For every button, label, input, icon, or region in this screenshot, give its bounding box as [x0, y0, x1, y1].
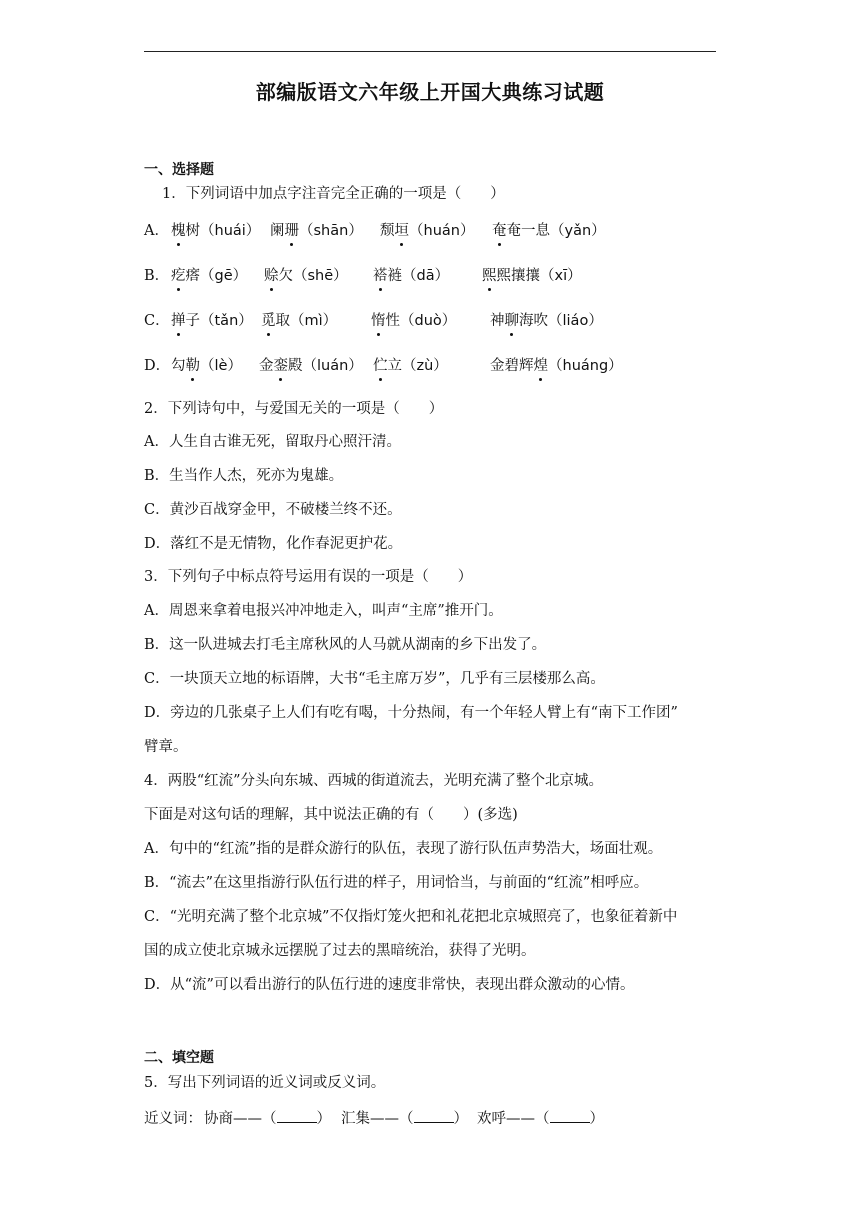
option-word: 颓垣（huán） [380, 223, 475, 239]
question-3-option-b: B．这一队进城去打毛主席秋风的人马就从湖南的乡下出发了。 [144, 637, 547, 653]
question-4-substem: 下面是对这句话的理解，其中说法正确的有（ ）(多选) [144, 807, 518, 823]
question-3-option-d: D．旁边的几张桌子上人们有吃有喝，十分热闹，有一个年轻人臂上有“南下工作团” [144, 705, 678, 721]
question-2-option-c: C．黄沙百战穿金甲，不破楼兰终不还。 [144, 502, 402, 518]
question-2-option-a: A．人生自古谁无死，留取丹心照汗清。 [144, 434, 401, 450]
question-5-stem: 5．写出下列词语的近义词或反义词。 [144, 1075, 386, 1091]
option-word: 赊欠（shē） [264, 268, 348, 284]
question-2-stem: 2．下列诗句中，与爱国无关的一项是（ ） [144, 401, 444, 417]
question-1-option-c [144, 311, 744, 331]
answer-blank[interactable] [414, 1122, 454, 1123]
question-4-option-c-continued: 国的成立使北京城永远摆脱了过去的黑暗统治，获得了光明。 [144, 943, 536, 959]
question-1-option-a [144, 221, 744, 241]
option-word: 掸子（tǎn） [171, 313, 253, 329]
option-word: 金碧辉煌（huáng） [490, 358, 623, 374]
header-rule [144, 51, 716, 52]
question-3-option-d-continued: 臂章。 [144, 739, 188, 755]
option-label: B． [144, 268, 170, 284]
synonym-item: 汇集——（ ） [341, 1111, 468, 1127]
question-4-option-d: D．从“流”可以看出游行的队伍行进的速度非常快，表现出群众激动的心情。 [144, 977, 635, 993]
question-1-stem: 1．下列词语中加点字注音完全正确的一项是（ ） [162, 186, 505, 202]
synonym-prefix: 近义词： [144, 1111, 202, 1127]
option-word: 伫立（zù） [373, 358, 448, 374]
question-4-option-a: A．句中的“红流”指的是群众游行的队伍，表现了游行队伍声势浩大，场面壮观。 [144, 841, 663, 857]
option-word: 疙瘩（gē） [171, 268, 248, 284]
option-word: 神聊海吹（liáo） [490, 313, 603, 329]
option-word: 阑珊（shān） [270, 223, 363, 239]
option-word: 勾勒（lè） [171, 358, 242, 374]
option-word: 槐树（huái） [171, 223, 261, 239]
question-5-synonyms [144, 1109, 744, 1129]
option-label: A． [144, 223, 169, 239]
option-word: 金銮殿（luán） [259, 358, 363, 374]
question-3-option-a: A．周恩来拿着电报兴冲冲地走入，叫声“主席”推开门。 [144, 603, 503, 619]
option-word: 奄奄一息（yǎn） [492, 223, 606, 239]
option-label: D． [144, 358, 171, 374]
question-1-option-b [144, 266, 744, 286]
question-4-stem: 4．两股“红流”分头向东城、西城的街道流去，光明充满了整个北京城。 [144, 773, 604, 789]
option-word: 觅取（mì） [261, 313, 338, 329]
synonym-item: 欢呼——（ ） [477, 1111, 604, 1127]
option-word: 惰性（duò） [371, 313, 457, 329]
section-heading-choice: 一、选择题 [144, 162, 214, 178]
option-label: C． [144, 313, 170, 329]
question-4-option-c: C．“光明充满了整个北京城”不仅指灯笼火把和礼花把北京城照亮了，也象征着新中 [144, 909, 678, 925]
question-3-option-c: C．一块顶天立地的标语牌，大书“毛主席万岁”，几乎有三层楼那么高。 [144, 671, 605, 687]
section-heading-fill: 二、填空题 [144, 1050, 214, 1066]
option-word: 褡裢（dā） [373, 268, 450, 284]
option-word: 熙熙攘攘（xī） [482, 268, 582, 284]
answer-blank[interactable] [550, 1122, 590, 1123]
answer-blank[interactable] [277, 1122, 317, 1123]
question-3-stem: 3．下列句子中标点符号运用有误的一项是（ ） [144, 569, 473, 585]
synonym-item: 协商——（ ） [204, 1111, 331, 1127]
question-2-option-d: D．落红不是无情物，化作春泥更护花。 [144, 536, 403, 552]
question-1-option-d [144, 356, 744, 376]
question-4-option-b: B．“流去”在这里指游行队伍行进的样子，用词恰当，与前面的“红流”相呼应。 [144, 875, 649, 891]
page-title: 部编版语文六年级上开国大典练习试题 [255, 80, 605, 104]
question-2-option-b: B．生当作人杰，死亦为鬼雄。 [144, 468, 344, 484]
